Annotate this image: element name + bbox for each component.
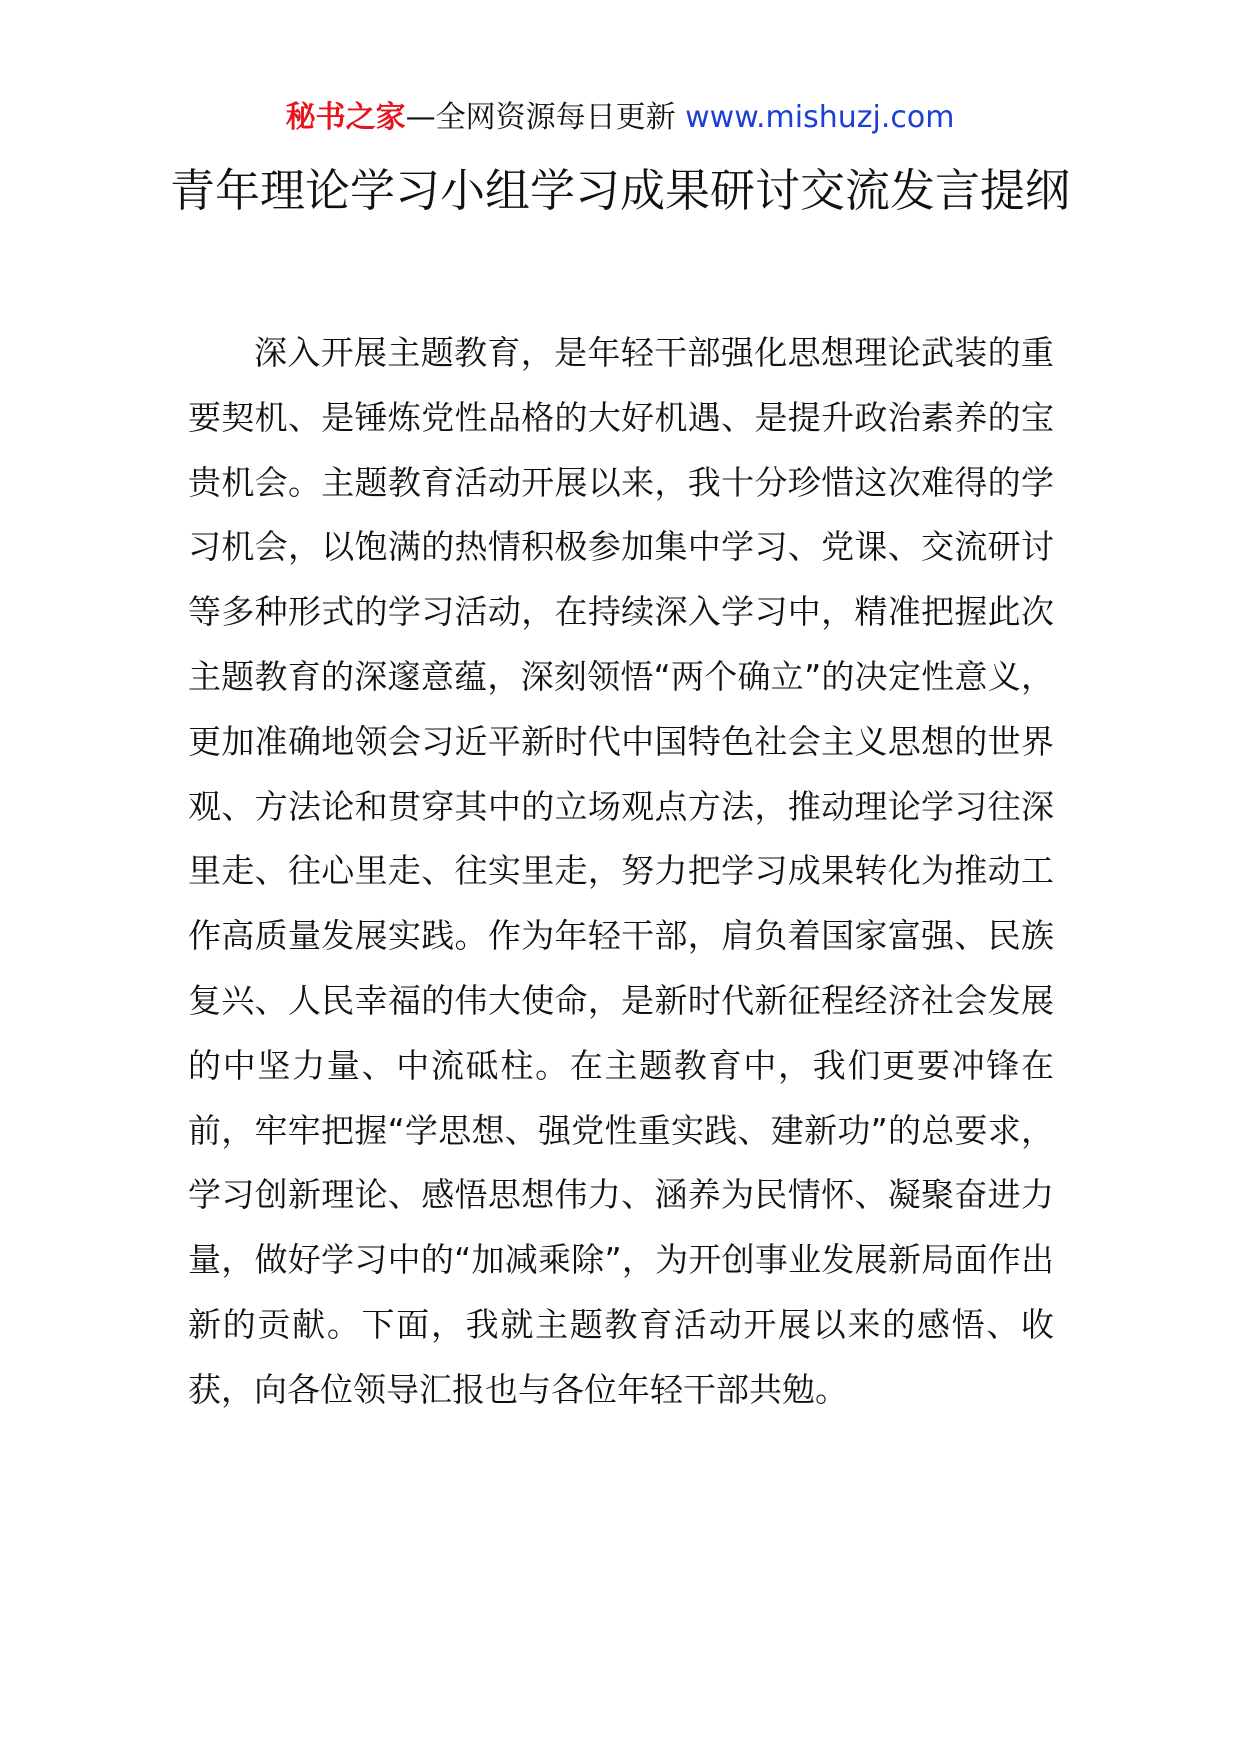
document-title: 青年理论学习小组学习成果研讨交流发言提纲 bbox=[169, 164, 1070, 217]
site-url-link[interactable]: www.mishuzj.com bbox=[685, 100, 955, 135]
header-tagline: —全网资源每日更新 bbox=[405, 100, 686, 135]
body-paragraph: 深入开展主题教育，是年轻干部强化思想理论武装的重要契机、是锤炼党性品格的大好机遇、是提升政治素养的宝贵机会。主题教育活动开展以来，我十分珍惜这次难得的学习机会，以饱满的热情积极参加集中学习、党课、交流研讨等多种形式的学习活动，在持续深入学习中，精准把握此次主题教育的深邃意蕴，深刻领悟“两个确立”的决定性意义，更加准确地领会习近平新时代中国特色社会主义思想的世界观、方法论和贯穿其中的立场观点方法，推动理论学习往深里走、往心里走、往实里走，努力把学习成果转化为推动工作高质量发展实践。作为年轻干部，肩负着国家富强、民族复兴、人民幸福的伟大使命，是新时代新征程经济社会发展的中坚力量、中流砥柱。在主题教育中，我们更要冲锋在前，牢牢把握“学思想、强党性重实践、建新功”的总要求，学习创新理论、感悟思想伟力、涵养为民情怀、凝聚奋进力量，做好学习中的“加减乘除”，为开创事业发展新局面作出新的贡献。下面，我就主题教育活动开展以来的感悟、收获，向各位领导汇报也与各位年轻干部共勉。 bbox=[188, 333, 1054, 1409]
site-header bbox=[0, 98, 1240, 138]
brand-name: 秘书之家 bbox=[285, 100, 406, 135]
